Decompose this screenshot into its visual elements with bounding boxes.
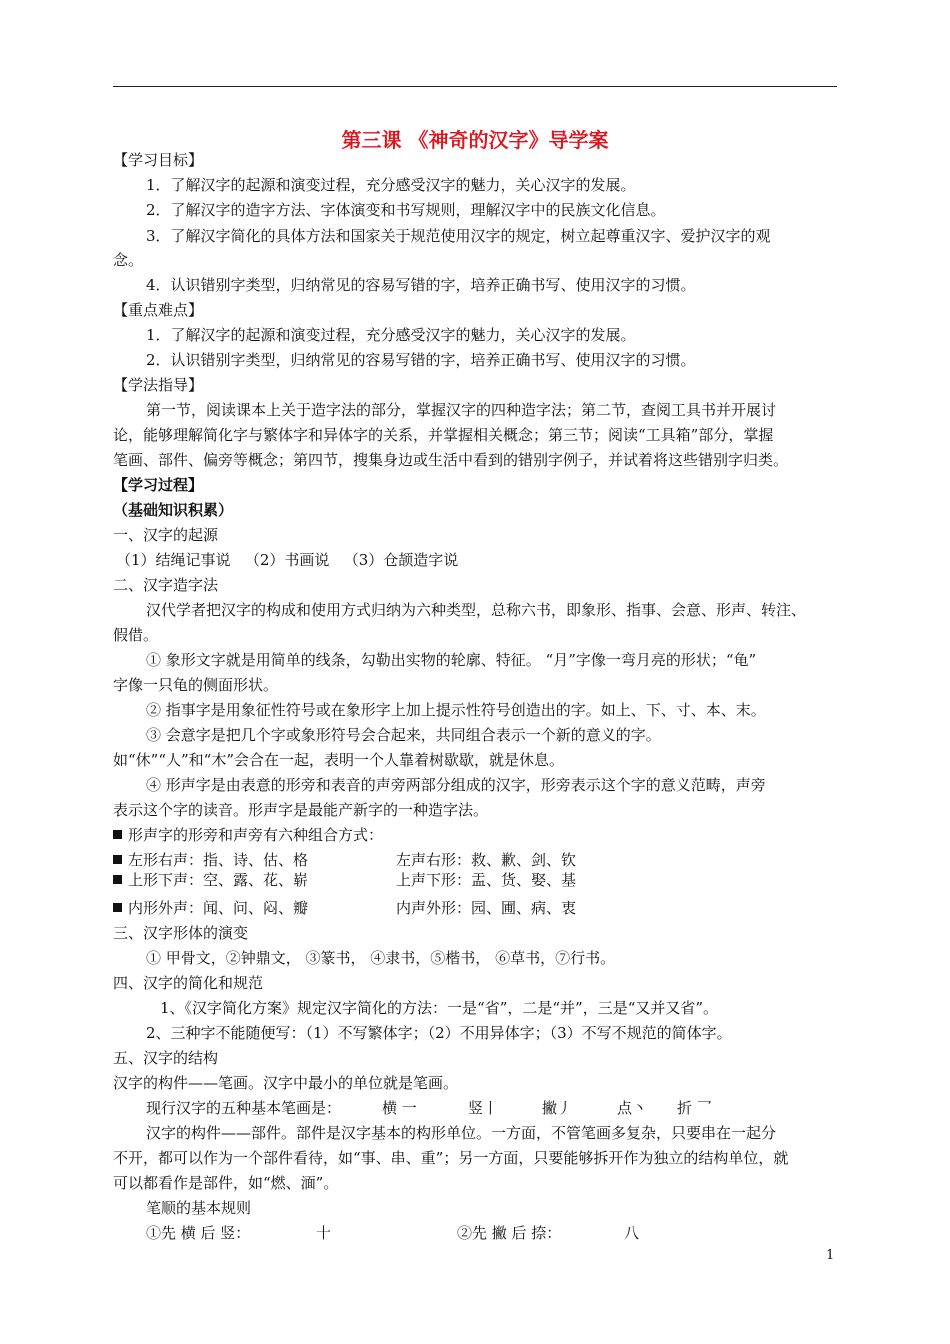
formation-line: ④ 形声字是由表意的形旁和表音的声旁两部分组成的汉字，形旁表示这个字的意义范畴，声旁 bbox=[146, 776, 766, 794]
order-rule: ①先 横 后 竖： bbox=[146, 1224, 251, 1242]
order-rules-row bbox=[146, 1223, 826, 1243]
formation-line: 假借。 bbox=[113, 626, 159, 644]
combo-row bbox=[113, 850, 837, 870]
combo-left: 左形右声：指、诗、估、格 bbox=[128, 851, 309, 869]
combo-left: 上形下声：空、露、花、崭 bbox=[128, 871, 309, 889]
method-line: 笔画、部件、偏旁等概念；第四节，搜集身边或生活中看到的错别字例子，并试着将这些错别字归类。 bbox=[113, 451, 789, 469]
formation-title: 二、汉字造字法 bbox=[113, 576, 219, 594]
header-rule bbox=[113, 86, 837, 87]
evolution-title: 三、汉字形体的演变 bbox=[113, 924, 249, 942]
method-heading: 【学法指导】 bbox=[113, 376, 204, 394]
bullet-square-icon bbox=[113, 875, 122, 884]
method-line: 第一节，阅读课本上关于造字法的部分，掌握汉字的四种造字法；第二节，查阅工具书并开展讨 bbox=[146, 401, 777, 419]
combo-intro-text: 形声字的形旁和声旁有六种组合方式： bbox=[128, 826, 384, 844]
objectives-heading: 【学习目标】 bbox=[113, 151, 204, 169]
combo-row bbox=[113, 870, 837, 890]
structure-title: 五、汉字的结构 bbox=[113, 1049, 219, 1067]
objective-item: 3．了解汉字简化的具体方法和国家关于规范使用汉字的规定，树立起尊重汉字、爱护汉字的观 bbox=[146, 227, 771, 245]
order-title: 笔顺的基本规则 bbox=[146, 1199, 252, 1217]
formation-line: ② 指事字是用象征性符号或在象形字上加上提示性符号创造出的字。如上、下、寸、本、末。 bbox=[146, 701, 766, 719]
combo-intro bbox=[113, 825, 383, 845]
formation-line: 表示这个字的读音。形声字是最能产新字的一种造字法。 bbox=[113, 801, 489, 819]
simplify-line: 1、《汉字简化方案》规定汉字简化的方法：一是“省”，二是“并”，三是“又并又省”。 bbox=[160, 999, 719, 1017]
objective-item: 4．认识错别字类型，归纳常见的容易写错的字，培养正确书写、使用汉字的习惯。 bbox=[146, 276, 696, 294]
combo-row bbox=[113, 898, 837, 918]
origin-items: （1）结绳记事说 （2）书画说 （3）仓颉造字说 bbox=[116, 551, 459, 569]
process-heading: 【学习过程】 bbox=[113, 476, 204, 494]
formation-line: 如“休”“人”和“木”会合在一起，表明一个人靠着树歇歇，就是休息。 bbox=[113, 751, 565, 769]
key-point-item: 2．认识错别字类型，归纳常见的容易写错的字，培养正确书写、使用汉字的习惯。 bbox=[146, 351, 696, 369]
strokes-row bbox=[146, 1098, 826, 1118]
stroke-heng: 横 一 bbox=[382, 1099, 417, 1117]
order-example: 八 bbox=[624, 1224, 640, 1242]
page-number: 1 bbox=[826, 1248, 835, 1263]
stroke-shu: 竖丨 bbox=[468, 1099, 499, 1117]
component-line: 汉字的构件——部件。部件是汉字基本的构形单位。一方面，不管笔画多复杂，只要串在一起分 bbox=[146, 1124, 777, 1142]
order-example: 十 bbox=[316, 1224, 332, 1242]
objective-item: 2．了解汉字的造字方法、字体演变和书写规则，理解汉字中的民族文化信息。 bbox=[146, 201, 666, 219]
key-points-heading: 【重点难点】 bbox=[113, 301, 204, 319]
simplify-title: 四、汉字的简化和规范 bbox=[113, 974, 264, 992]
origin-title: 一、汉字的起源 bbox=[113, 526, 219, 544]
page-title: 第三课 《神奇的汉字》导学案 bbox=[341, 128, 609, 152]
process-subheading: （基础知识积累） bbox=[113, 501, 234, 519]
objective-item: 1．了解汉字的起源和演变过程，充分感受汉字的魅力，关心汉字的发展。 bbox=[146, 176, 636, 194]
structure-line: 汉字的构件——笔画。汉字中最小的单位就是笔画。 bbox=[113, 1074, 459, 1092]
strokes-label: 现行汉字的五种基本笔画是： bbox=[146, 1099, 342, 1117]
evolution-items: ① 甲骨文，②钟鼎文， ③篆书， ④隶书，⑤楷书， ⑥草书，⑦行书。 bbox=[146, 949, 616, 967]
combo-left: 内形外声：闻、问、闷、瓣 bbox=[128, 899, 309, 917]
combo-right: 内声外形：园、圃、病、衷 bbox=[396, 899, 577, 917]
objective-item-cont: 念。 bbox=[113, 251, 144, 269]
bullet-square-icon bbox=[113, 855, 122, 864]
simplify-line: 2、三种字不能随便写：（1）不写繁体字；（2）不用异体字；（3）不写不规范的简体字。 bbox=[146, 1024, 732, 1042]
bullet-square-icon bbox=[113, 830, 122, 839]
formation-line: 汉代学者把汉字的构成和使用方式归纳为六种类型，总称六书，即象形、指事、会意、形声、转注、 bbox=[146, 601, 807, 619]
combo-right: 上声下形：盂、货、娶、基 bbox=[396, 871, 577, 889]
bullet-square-icon bbox=[113, 903, 122, 912]
formation-line: 字像一只龟的侧面形状。 bbox=[113, 676, 279, 694]
formation-line: ③ 会意字是把几个字或象形符号会合起来，共同组合表示一个新的意义的字。 bbox=[146, 726, 661, 744]
component-line: 不开，都可以作为一个部件看待，如“事、串、重”；另一方面，只要能够拆开作为独立的结构单位，就 bbox=[113, 1149, 789, 1167]
stroke-pie: 撇丿 bbox=[542, 1099, 573, 1117]
method-line: 论，能够理解简化字与繁体字和异体字的关系，并掌握相关概念；第三节；阅读“工具箱”部分，掌握 bbox=[113, 426, 774, 444]
component-line: 可以都看作是部件，如“燃、湎”。 bbox=[113, 1174, 339, 1192]
formation-line: ① 象形文字就是用简单的线条，勾勒出实物的轮廓、特征。 “月”字像一弯月亮的形状；“龟” bbox=[146, 651, 757, 669]
stroke-zhe: 折 乛 bbox=[677, 1099, 712, 1117]
order-rule: ②先 撇 后 捺： bbox=[457, 1224, 562, 1242]
key-point-item: 1．了解汉字的起源和演变过程，充分感受汉字的魅力，关心汉字的发展。 bbox=[146, 326, 636, 344]
combo-right: 左声右形：救、歉、剑、钦 bbox=[396, 851, 577, 869]
stroke-dian: 点丶 bbox=[617, 1099, 648, 1117]
